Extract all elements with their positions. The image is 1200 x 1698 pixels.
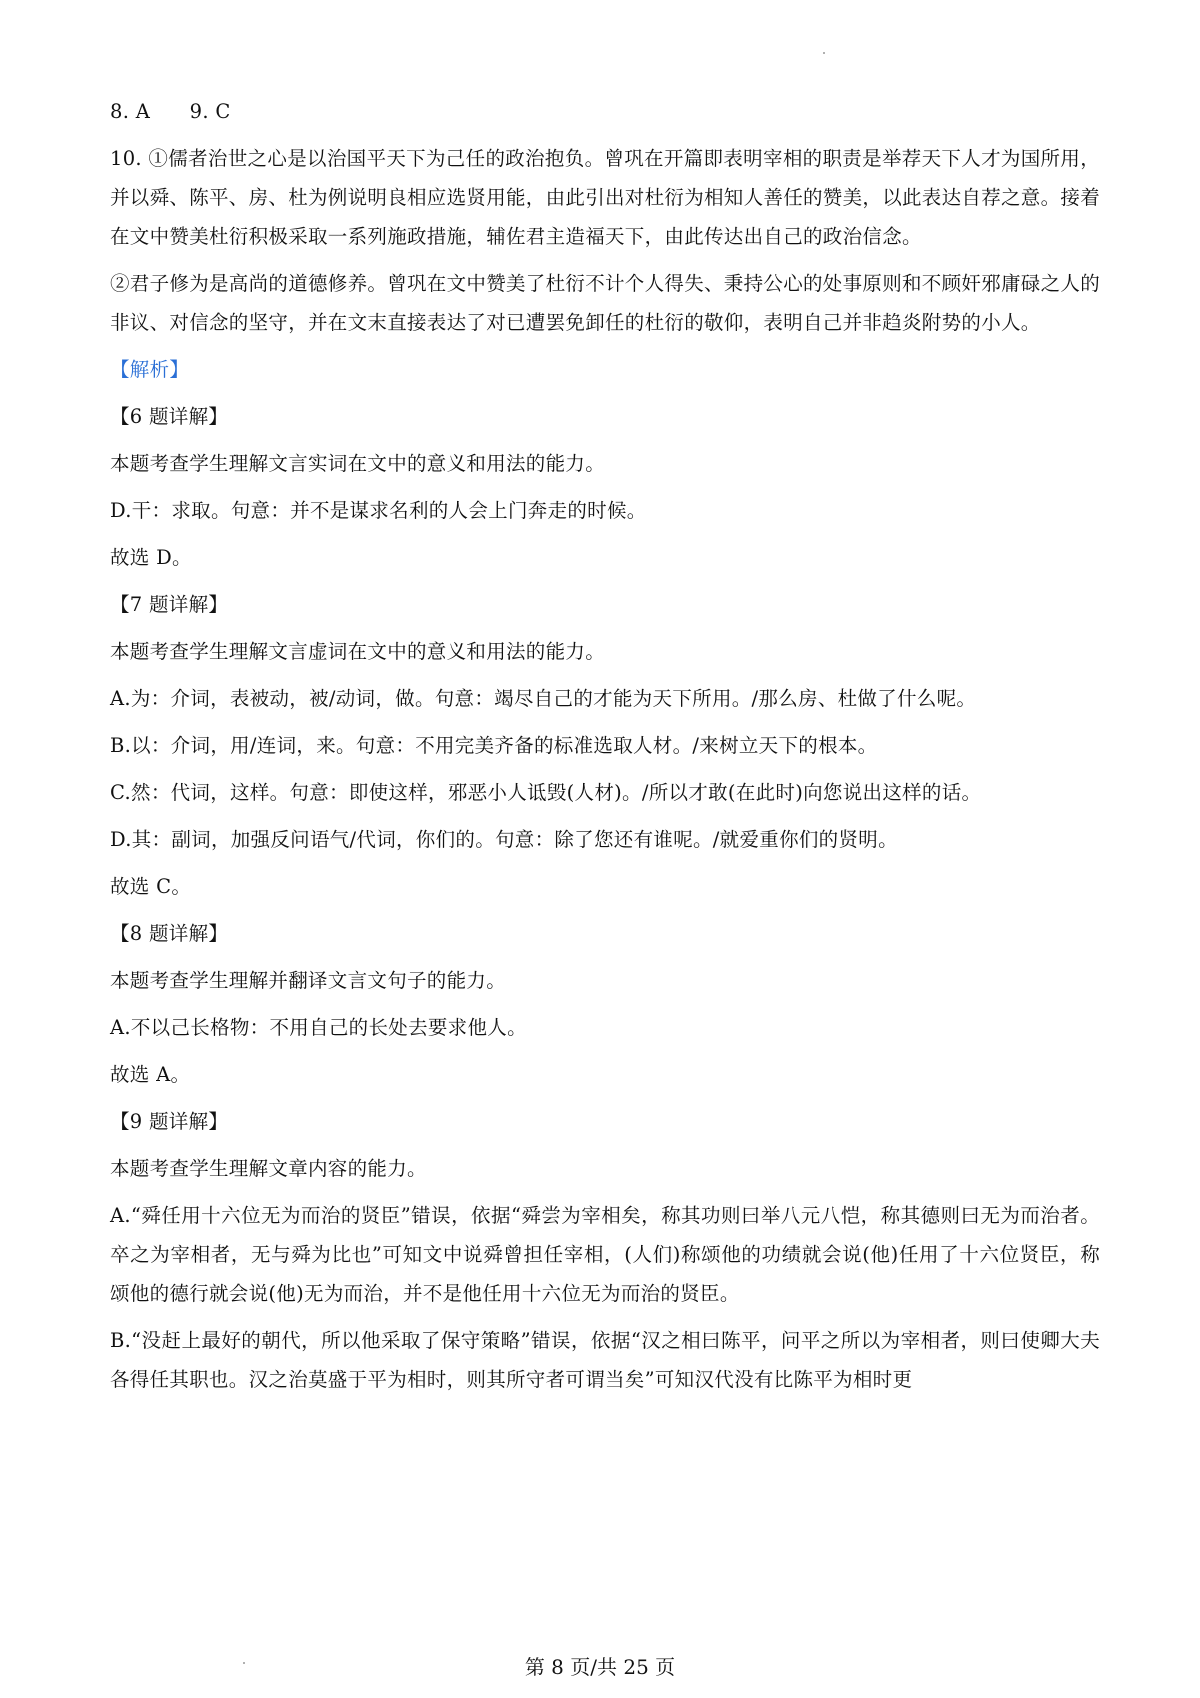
q6-header: 【6 题详解】 [110, 405, 229, 428]
q9-option-a: A.“舜任用十六位无为而治的贤臣”错误，依据“舜尝为宰相矣，称其功则曰举八元八恺，称其德则曰无为而治者。卒之为宰相者，无与舜为比也”可知文中说舜曾担任宰相，(人们)称颂他的功绩就会说(他)任用了十六位贤臣，称颂他的德行就会说(他)无为而治，并不是他任用十六位无为而治的贤臣。 [110, 1204, 1100, 1305]
q7-intro: 本题考查学生理解文言虚词在文中的意义和用法的能力。 [110, 640, 606, 663]
document-body [110, 92, 1100, 1399]
q7-choice: 故选 C。 [110, 875, 192, 898]
q7-header: 【7 题详解】 [110, 593, 229, 616]
q8-intro: 本题考查学生理解并翻译文言文句子的能力。 [110, 969, 507, 992]
q7-option-c: C.然：代词，这样。句意：即使这样，邪恶小人诋毁(人材)。/所以才敢(在此时)向您说出这样的话。 [110, 781, 982, 804]
q9-option-b: B.“没赶上最好的朝代，所以他采取了保守策略”错误，依据“汉之相曰陈平，问平之所以为宰相者，则曰使卿大夫各得任其职也。汉之治莫盛于平为相时，则其所守者可谓当矣”可知汉代没有比陈平为相时更 [110, 1329, 1100, 1391]
q10-answer-2: ②君子修为是高尚的道德修养。曾巩在文中赞美了杜衍不计个人得失、秉持公心的处事原则和不顾奸邪庸碌之人的非议、对信念的坚守，并在文末直接表达了对已遭罢免卸任的杜衍的敬仰，表明自己并非趋炎附势的小人。 [110, 272, 1101, 334]
analysis-label: 【解析】 [110, 358, 190, 381]
q7-option-b: B.以：介词，用/连词，来。句意：不用完美齐备的标准选取人材。/来树立天下的根本。 [110, 734, 878, 757]
q10-answer-1: 10. ①儒者治世之心是以治国平天下为己任的政治抱负。曾巩在开篇即表明宰相的职责是举荐天下人才为国所用，并以舜、陈平、房、杜为例说明良相应选贤用能，由此引出对杜衍为相知人善任的赞美，以此表达自荐之意。接着在文中赞美杜衍积极采取一系列施政措施，辅佐君主造福天下，由此传达出自己的政治信念。 [110, 147, 1101, 248]
q9-intro: 本题考查学生理解文章内容的能力。 [110, 1157, 427, 1180]
scan-speck [823, 52, 825, 54]
scan-speck [243, 1662, 245, 1664]
q7-option-a: A.为：介词，表被动，被/动词，做。句意：竭尽自己的才能为天下所用。/那么房、杜做了什么呢。 [110, 687, 977, 710]
q6-option-d: D.干：求取。句意：并不是谋求名利的人会上门奔走的时候。 [110, 499, 647, 522]
answers-line: 8. A 9. C [110, 100, 231, 123]
q8-header: 【8 题详解】 [110, 922, 229, 945]
q8-option-a: A.不以己长格物：不用自己的长处去要求他人。 [110, 1016, 527, 1039]
page-footer: 第 8 页/共 25 页 [524, 1655, 676, 1679]
q6-intro: 本题考查学生理解文言实词在文中的意义和用法的能力。 [110, 452, 606, 475]
q9-header: 【9 题详解】 [110, 1110, 229, 1133]
q8-choice: 故选 A。 [110, 1063, 191, 1086]
q6-choice: 故选 D。 [110, 546, 192, 569]
q7-option-d: D.其：副词，加强反问语气/代词，你们的。句意：除了您还有谁呢。/就爱重你们的贤明。 [110, 828, 898, 851]
